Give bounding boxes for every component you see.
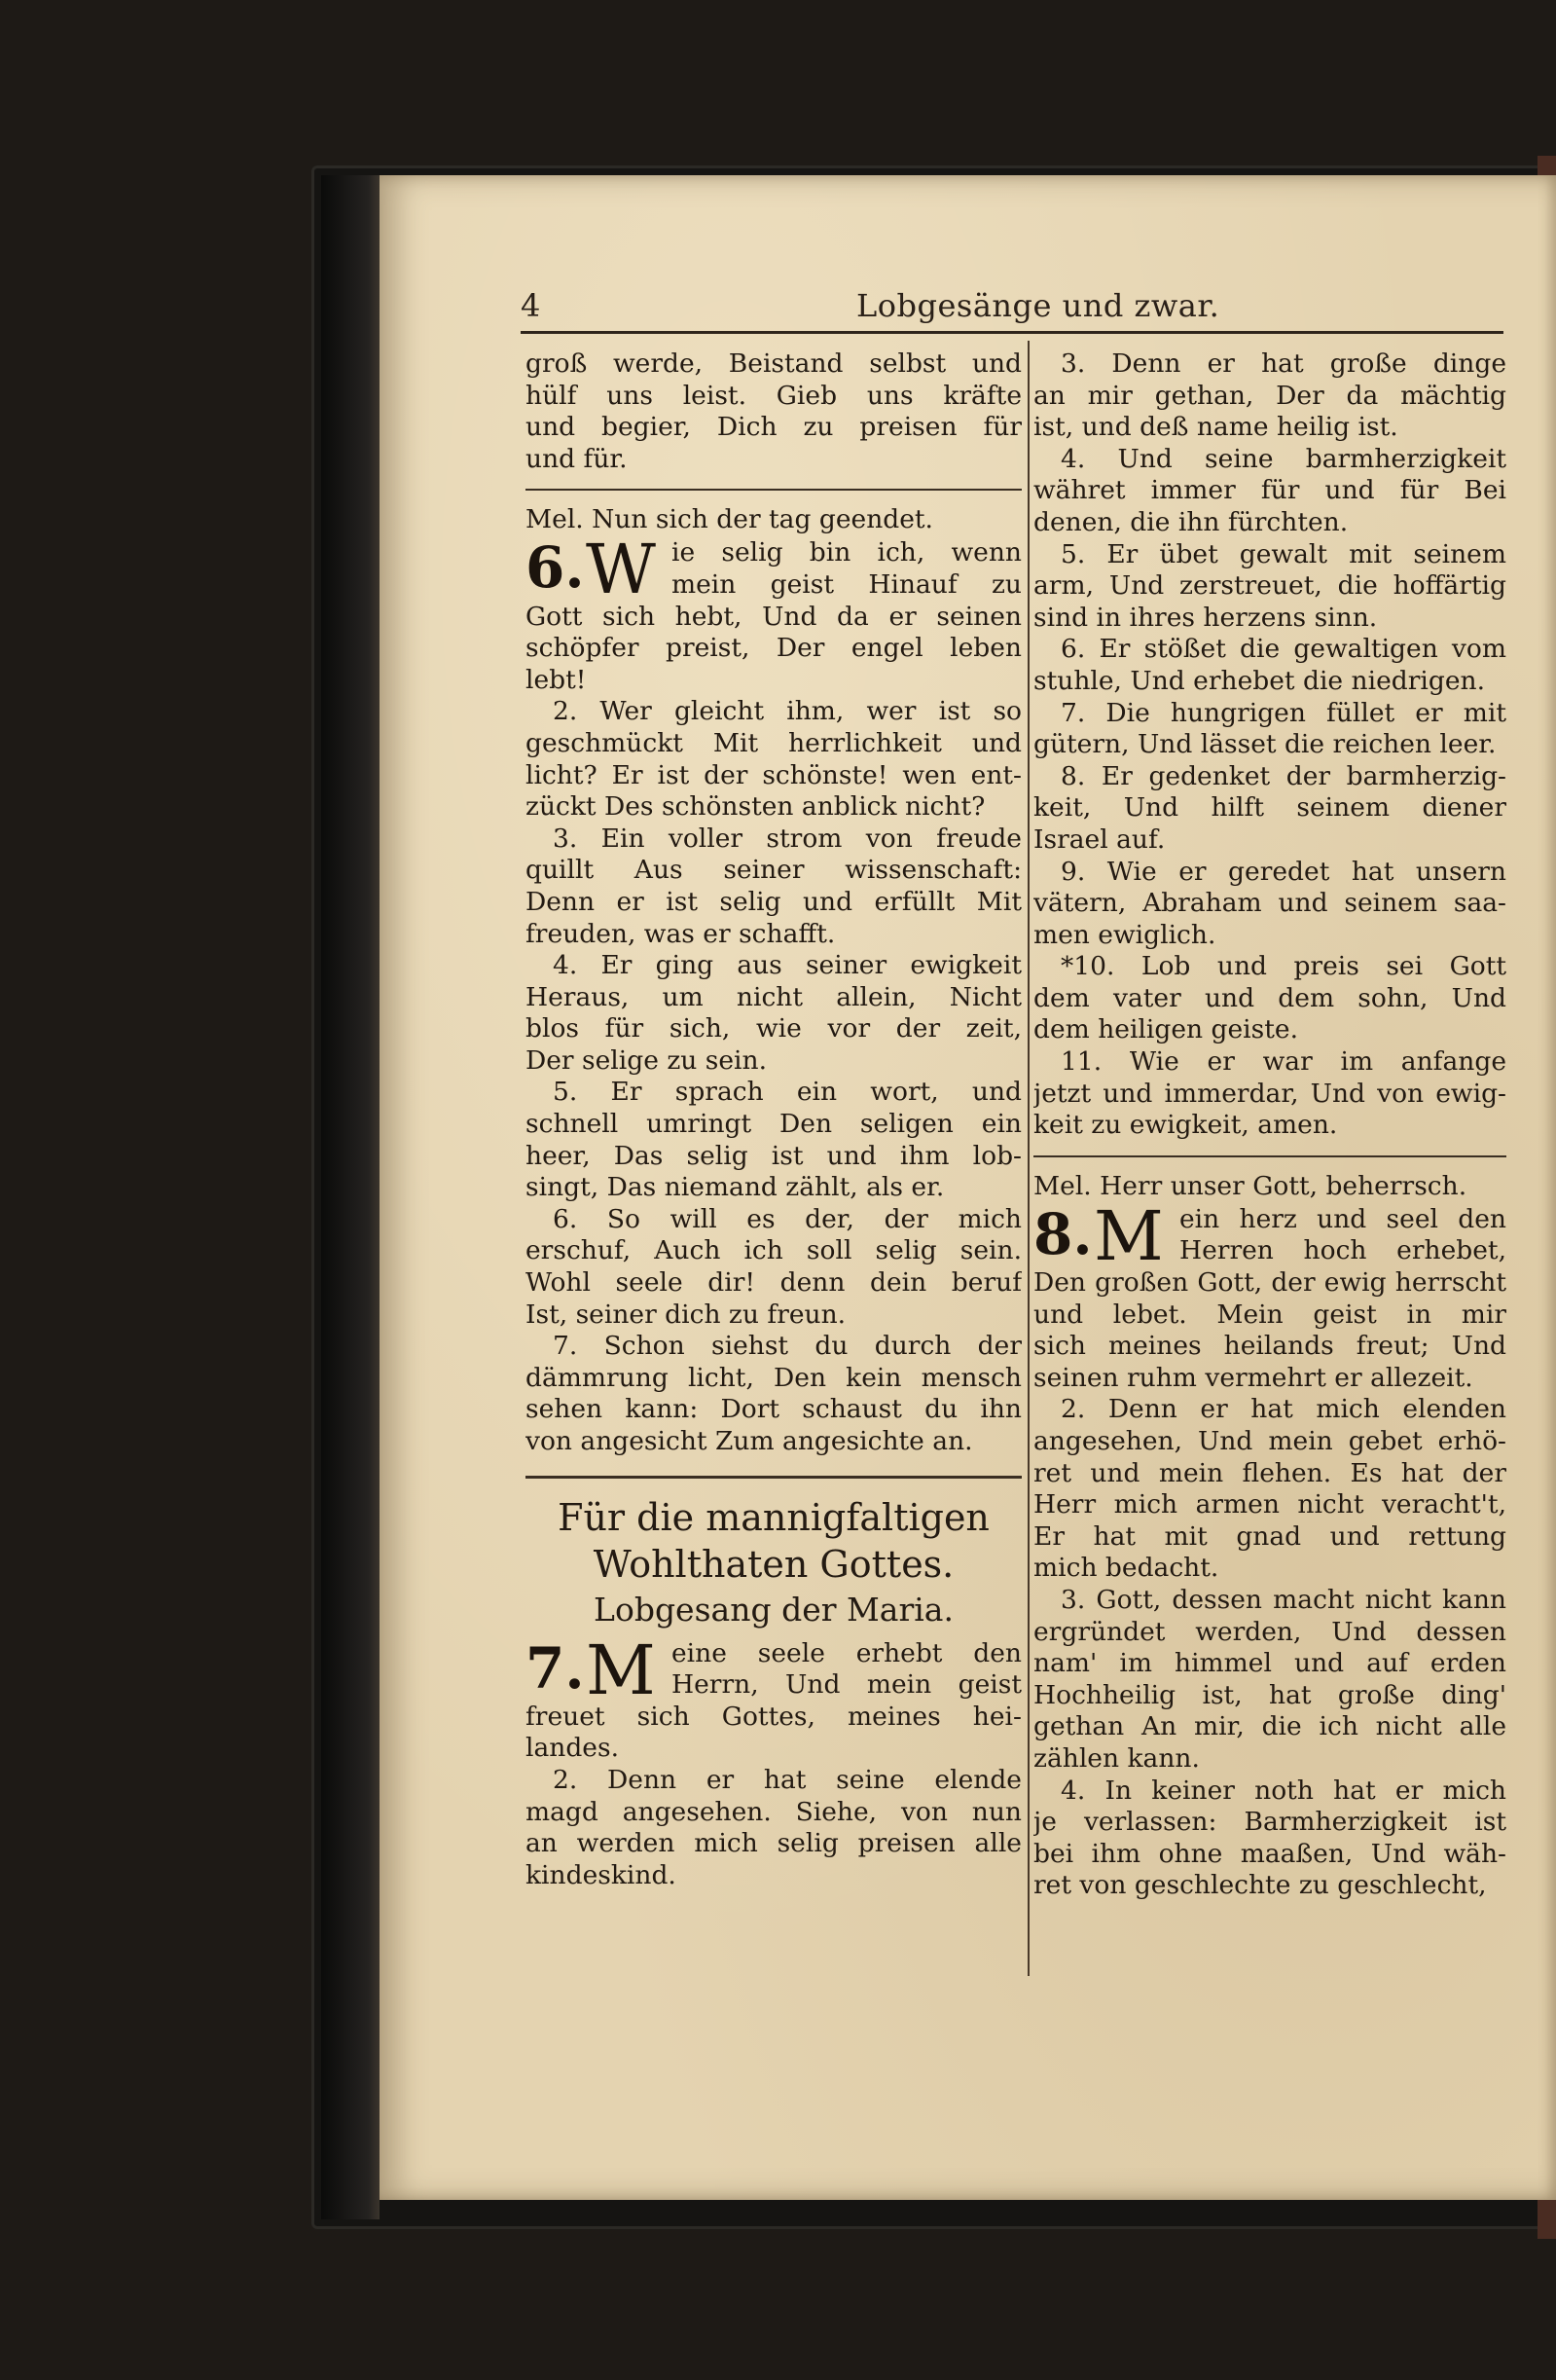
text-line: 8. Er gedenket der barmherzig- <box>1061 760 1506 791</box>
text-line: 6. So will es der, der mich <box>553 1203 1022 1234</box>
text-line: und für. <box>525 443 628 474</box>
text-line: licht? Er ist der schönste! wen ent- <box>525 759 1022 790</box>
hymn-number: 6. <box>525 534 585 602</box>
text-line: 4. In keiner noth hat er mich <box>1061 1775 1506 1806</box>
text-line: 3. Gott, dessen macht nicht kann <box>1061 1584 1506 1615</box>
hymn-line: ein herz und seel den <box>1179 1203 1506 1234</box>
text-line: dämmrung licht, Den kein mensch <box>525 1362 1022 1393</box>
text-line: Ist, seiner dich zu freun. <box>525 1299 847 1330</box>
book-gutter <box>321 175 380 2219</box>
text-line: singt, Das niemand zählt, als er. <box>525 1172 945 1203</box>
text-line: je verlassen: Barmherzigkeit ist <box>1033 1807 1506 1838</box>
text-line: 5. Er sprach ein wort, und <box>553 1077 1022 1108</box>
text-line: blos für sich, wie vor der zeit, <box>525 1013 1022 1044</box>
hymn-8 <box>1033 1195 1506 1902</box>
text-line: und lebet. Mein geist in mir <box>1033 1299 1506 1330</box>
section-title: Für die mannigfaltigen <box>558 1495 990 1539</box>
text-line: Er hat mit gnad und rettung <box>1033 1520 1506 1552</box>
section-subtitle: Lobgesang der Maria. <box>594 1590 954 1629</box>
hymn-line: mein geist Hinauf zu <box>671 568 1022 600</box>
text-line: arm, Und zerstreuet, die hoffärtig <box>1033 570 1506 602</box>
drop-cap: M <box>586 1629 656 1710</box>
drop-cap: W <box>586 530 656 610</box>
hymn-number: 8. <box>1033 1200 1093 1267</box>
text-line: quillt Aus seiner wissenschaft: <box>525 855 1022 886</box>
text-line: ret von geschlechte zu geschlecht, <box>1033 1870 1487 1901</box>
text-line: mich bedacht. <box>1033 1553 1219 1584</box>
text-line: 2. Denn er hat mich elenden <box>1061 1394 1506 1425</box>
text-line: 2. Denn er hat seine elende <box>553 1764 1022 1795</box>
melody-line: Mel. Herr unser Gott, beherrsch. <box>1033 1170 1467 1201</box>
intro-text <box>525 348 1022 475</box>
text-line: stuhle, Und erhebet die niedrigen. <box>1033 665 1486 696</box>
text-line: sich meines heilands freut; Und <box>1033 1331 1506 1362</box>
text-line: landes. <box>525 1733 620 1764</box>
text-line: keit zu ewigkeit, amen. <box>1033 1110 1338 1141</box>
hymn-separator <box>525 489 1022 491</box>
column-divider <box>1028 341 1030 1976</box>
right-column <box>1033 348 1506 1902</box>
text-line: freuet sich Gottes, meines hei- <box>525 1701 1022 1732</box>
text-line: dem vater und dem sohn, Und <box>1033 982 1506 1013</box>
text-line: kindeskind. <box>525 1859 676 1890</box>
text-line: freuden, was er schafft. <box>525 918 836 949</box>
text-line: jetzt und immerdar, Und von ewig- <box>1033 1078 1506 1109</box>
running-title: Lobgesänge und zwar. <box>856 287 1220 324</box>
text-line: *10. Lob und preis sei Gott <box>1061 951 1506 982</box>
drop-cap: M <box>1094 1195 1164 1276</box>
text-line: 3. Ein voller strom von freude <box>553 823 1022 854</box>
page-number: 4 <box>521 287 541 324</box>
text-line: 4. Und seine barmherzigkeit <box>1061 443 1506 474</box>
hymn-6 <box>525 530 1022 1457</box>
text-line: sehen kann: Dort schaust du ihn <box>525 1394 1022 1425</box>
text-line: gethan An mir, die ich nicht alle <box>1033 1711 1506 1742</box>
text-line: gütern, Und lässet die reichen leer. <box>1033 729 1497 760</box>
text-line: lebt! <box>525 664 587 695</box>
text-line: magd angesehen. Siehe, von nun <box>525 1796 1022 1827</box>
text-line: ist, und deß name heilig ist. <box>1033 412 1398 443</box>
text-line: hülf uns leist. Gieb uns kräfte <box>525 380 1022 411</box>
text-line: Den großen Gott, der ewig herrscht <box>1033 1267 1506 1299</box>
hymn-number: 7. <box>525 1634 585 1702</box>
text-line: 3. Denn er hat große dinge <box>1061 348 1506 379</box>
text-line: an werden mich selig preisen alle <box>525 1828 1022 1859</box>
text-line: bei ihm ohne maaßen, Und wäh- <box>1033 1838 1506 1869</box>
text-line: zählen kann. <box>1033 1742 1200 1774</box>
text-line: denen, die ihn fürchten. <box>1033 506 1349 537</box>
text-line: nam' im himmel und auf erden <box>1033 1648 1506 1679</box>
hymn-7 <box>525 1629 1022 1892</box>
text-line: 9. Wie er geredet hat unsern <box>1061 856 1506 887</box>
text-line: Der selige zu sein. <box>525 1044 768 1076</box>
text-line: Herr mich armen nicht veracht't, <box>1033 1489 1506 1520</box>
text-line: ergründet werden, Und dessen <box>1033 1616 1506 1647</box>
text-line: keit, Und hilft seinem diener <box>1033 792 1506 824</box>
text-line: ret und mein flehen. Es hat der <box>1033 1457 1506 1488</box>
text-line: schnell umringt Den seligen ein <box>525 1109 1022 1140</box>
text-line: an mir gethan, Der da mächtig <box>1033 380 1506 411</box>
section-title: Wohlthaten Gottes. <box>593 1542 955 1586</box>
text-line: men ewiglich. <box>1033 919 1216 950</box>
text-line: Gott sich hebt, Und da er seinen <box>525 601 1022 632</box>
page-header <box>521 287 1503 326</box>
text-line: 2. Wer gleicht ihm, wer ist so <box>553 696 1022 727</box>
hymn-line: ie selig bin ich, wenn <box>671 537 1022 568</box>
text-line: 4. Er ging aus seiner ewigkeit <box>553 950 1022 981</box>
section-separator <box>525 1476 1022 1479</box>
text-line: sind in ihres herzens sinn. <box>1033 602 1378 633</box>
melody-line: Mel. Nun sich der tag geendet. <box>525 504 933 535</box>
text-line: groß werde, Beistand selbst und <box>525 348 1022 379</box>
text-line: von angesicht Zum angesichte an. <box>525 1426 973 1456</box>
text-line: vätern, Abraham und seinem saa- <box>1033 888 1506 919</box>
hymn-separator <box>1033 1155 1506 1157</box>
text-line: währet immer für und für Bei <box>1033 475 1506 506</box>
hymn-line: eine seele erhebt den <box>671 1637 1022 1668</box>
text-line: zückt Des schönsten anblick nicht? <box>525 791 986 823</box>
header-rule <box>521 331 1503 334</box>
text-line: Hochheilig ist, hat große ding' <box>1033 1679 1506 1710</box>
text-line: angesehen, Und mein gebet erhö- <box>1033 1426 1506 1456</box>
text-line: Denn er ist selig und erfüllt Mit <box>525 886 1022 917</box>
text-line: schöpfer preist, Der engel leben <box>525 633 1022 664</box>
text-line: erschuf, Auch ich soll selig sein. <box>525 1235 1022 1266</box>
hymn-line: Herren hoch erhebet, <box>1179 1235 1506 1266</box>
text-line: 11. Wie er war im anfange <box>1061 1046 1506 1078</box>
text-line: heer, Das selig ist und ihm lob- <box>525 1140 1022 1171</box>
text-line: dem heiligen geiste. <box>1033 1014 1298 1045</box>
text-line: 6. Er stößet die gewaltigen vom <box>1061 634 1506 665</box>
hymn-line: Herrn, Und mein geist <box>671 1669 1022 1701</box>
text-line: 5. Er übet gewalt mit seinem <box>1061 538 1506 569</box>
text-line: geschmückt Mit herrlichkeit und <box>525 727 1022 758</box>
text-line: und begier, Dich zu preisen für <box>525 412 1022 443</box>
text-line: Wohl seele dir! denn dein beruf <box>525 1267 1022 1299</box>
text-line: seinen ruhm vermehrt er allezeit. <box>1033 1362 1473 1393</box>
text-line: Israel auf. <box>1033 824 1166 855</box>
text-line: Heraus, um nicht allein, Nicht <box>525 981 1022 1012</box>
text-line: 7. Die hungrigen füllet er mit <box>1061 697 1506 728</box>
left-column <box>525 348 1022 1891</box>
text-line: 7. Schon siehst du durch der <box>553 1331 1022 1362</box>
